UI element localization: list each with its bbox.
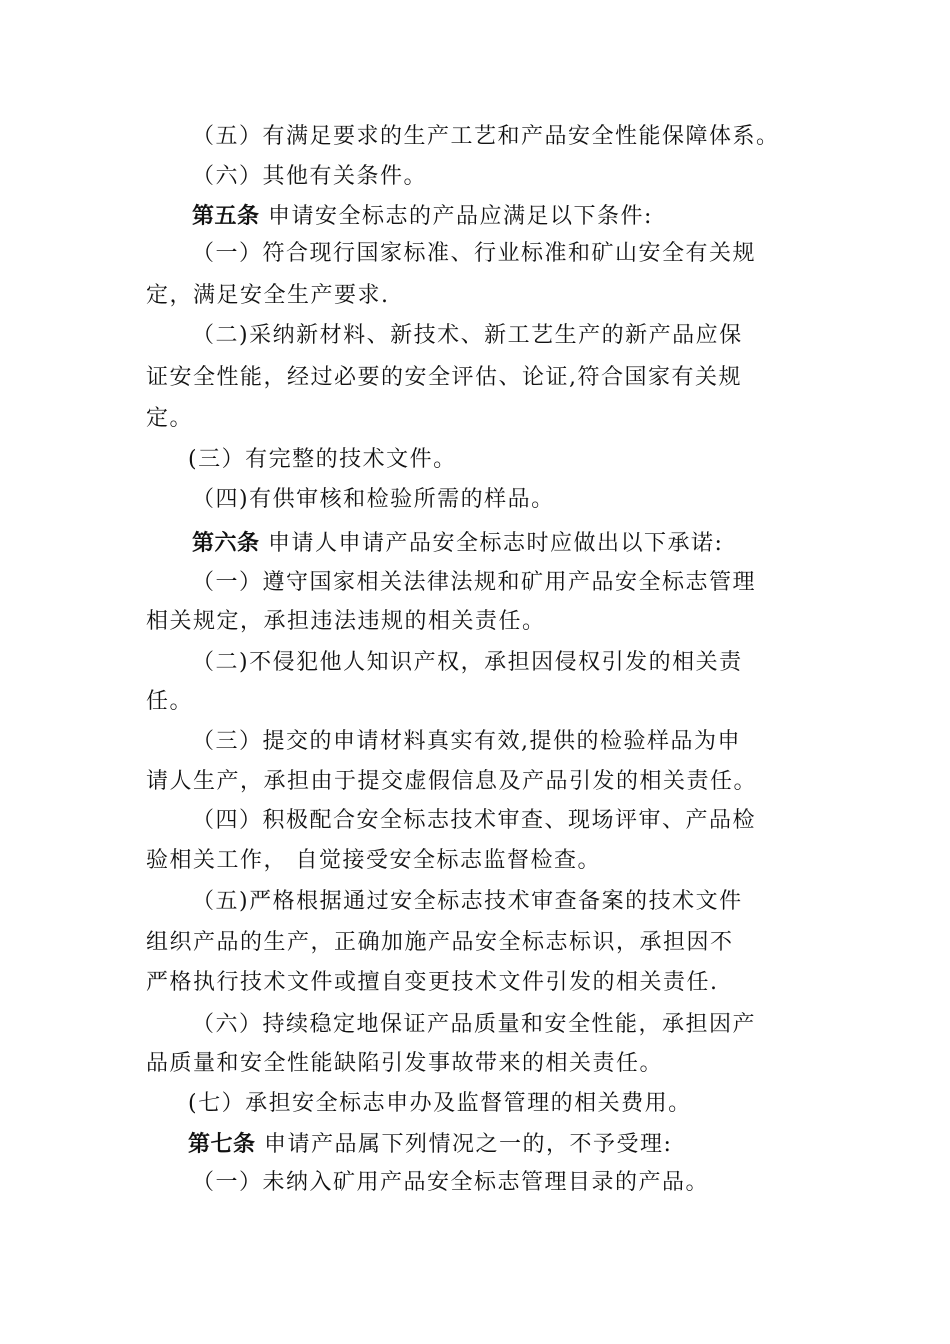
- paragraph-line: 定。: [146, 406, 194, 431]
- paragraph-line: （五)严格根据通过安全标志技术审查备案的技术文件: [192, 889, 743, 914]
- paragraph-line: （四）积极配合安全标志技术审查、现场评审、产品检: [192, 808, 757, 833]
- paragraph-line: （三）提交的申请材料真实有效,提供的检验样品为申: [192, 729, 741, 754]
- paragraph-line: 相关规定，承担违法违规的相关责任。: [146, 609, 546, 634]
- article-paragraph: [192, 201, 826, 232]
- paragraph-line: （一）未纳入矿用产品安全标志管理目录的产品。: [192, 1170, 710, 1195]
- paragraph-line: 组织产品的生产，正确加施产品安全标志标识，承担因不: [146, 930, 734, 955]
- paragraph-line: 定，满足安全生产要求.: [146, 283, 390, 308]
- article-text: 申请安全标志的产品应满足以下条件:: [259, 204, 653, 229]
- paragraph-line: （一）符合现行国家标准、行业标准和矿山安全有关规: [192, 241, 757, 266]
- paragraph-line: （二)采纳新材料、新技术、新工艺生产的新产品应保: [192, 323, 743, 348]
- paragraph-line: （六）其他有关条件。: [192, 164, 428, 189]
- article-heading: 第七条: [188, 1131, 256, 1157]
- article-paragraph: [192, 528, 826, 559]
- paragraph-line: 品质量和安全性能缺陷引发事故带来的相关责任。: [146, 1051, 664, 1076]
- paragraph-line: 任。: [146, 689, 194, 714]
- paragraph-line: (三）有完整的技术文件。: [188, 447, 457, 472]
- article-paragraph: [188, 1129, 826, 1160]
- article-heading: 第五条: [192, 203, 260, 229]
- paragraph-line: (七）承担安全标志申办及监督管理的相关费用。: [188, 1091, 692, 1116]
- paragraph-line: （六）持续稳定地保证产品质量和安全性能，承担因产: [192, 1012, 757, 1037]
- article-text: 申请人申请产品安全标志时应做出以下承诺:: [259, 531, 724, 556]
- paragraph-line: （二)不侵犯他人知识产权，承担因侵权引发的相关责: [192, 650, 743, 675]
- article-heading: 第六条: [192, 530, 260, 556]
- article-text: 申请产品属下列情况之一的，不予受理:: [255, 1132, 673, 1157]
- paragraph-line: （四)有供审核和检验所需的样品。: [192, 487, 555, 512]
- paragraph-line: （一）遵守国家相关法律法规和矿用产品安全标志管理: [192, 570, 757, 595]
- paragraph-line: （五）有满足要求的生产工艺和产品安全性能保障体系。: [192, 124, 780, 149]
- paragraph-line: 严格执行技术文件或擅自变更技术文件引发的相关责任.: [146, 970, 719, 995]
- paragraph-line: 证安全性能，经过必要的安全评估、论证,符合国家有关规: [146, 365, 742, 390]
- paragraph-line: 请人生产，承担由于提交虚假信息及产品引发的相关责任。: [146, 769, 758, 794]
- paragraph-line: 验相关工作， 自觉接受安全标志监督检查。: [146, 848, 601, 873]
